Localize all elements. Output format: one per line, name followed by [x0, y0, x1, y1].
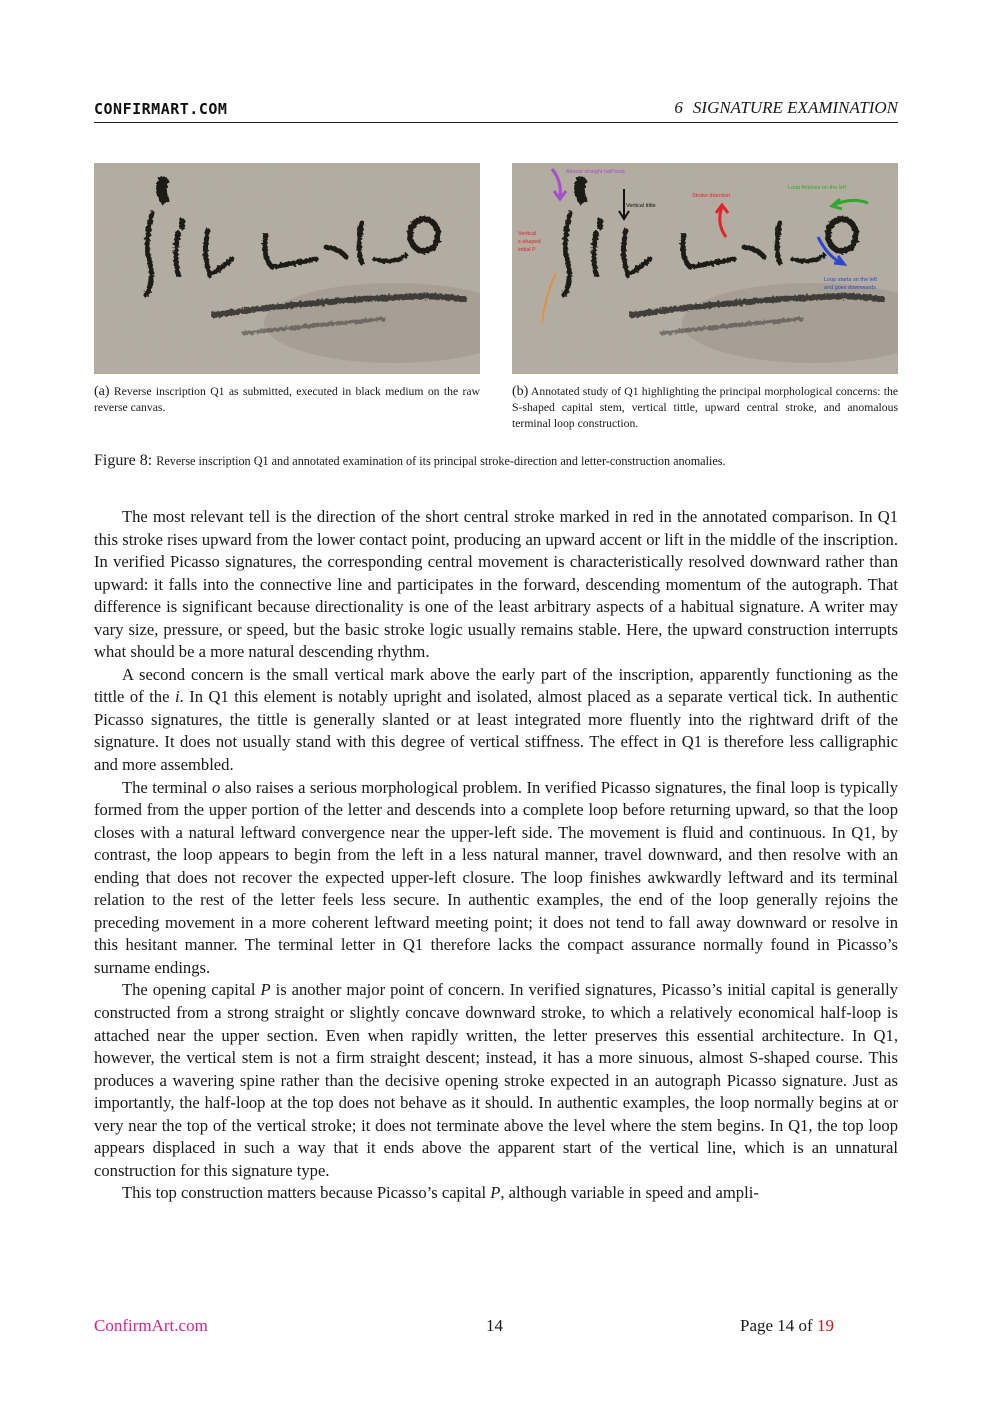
label-loop-starts-1: Loop starts on the left [824, 277, 877, 283]
paragraph-1: The most relevant tell is the direction of the short central stroke marked in red in the annotated comparison. In Q1 this stroke rises upward from the lower contact point, producing an upward accent or lift in the middle of the inscription. In verified Picasso signatures, the corresponding central movement is characteristically resolved downward rather than upward: it falls into the connective line and participates in the forward, descending momentum of the autograph. That difference is significant because directionality is one of the least arbitrary aspects of a habitual signature. A writer may vary size, pressure, or speed, but the basic stroke logic usually remains stable. Here, the upward construction interrupts what should be a more natural descending rhythm. [94, 507, 898, 662]
subcaption-b-label: (b) [512, 384, 529, 399]
footer-site-link[interactable]: ConfirmArt.com [94, 1316, 208, 1335]
body-text [94, 506, 898, 1205]
footer-page-count: Page 14 of 19 [740, 1316, 834, 1335]
figure-caption-text: Reverse inscription Q1 and annotated examination of its principal stroke-direction and letter-construction anomalies. [156, 454, 726, 468]
label-loop-finishes: Loop finishes on the left [788, 185, 847, 191]
paragraph-2: A second concern is the small vertical mark above the early part of the inscription, apparently functioning as the tittle of the i. In Q1 this element is notably upright and isolated, almost placed as a separate vertical tick. In authentic Picasso signatures, the tittle is generally slanted or at least integrated more fluently into the rightward drift of the signature. It does not usually stand with this degree of vertical stiffness. The effect in Q1 is therefore less calligraphic and more assembled. [94, 664, 898, 775]
label-tittle: Vertical tittle [626, 203, 656, 209]
subcaption-b-text: Annotated study of Q1 highlighting the principal morphological concerns: the S-shaped capital stem, vertical tittle, upward central stroke, and anomalous terminal loop construction. [512, 385, 899, 430]
paragraph-3: The terminal o also raises a serious morphological problem. In verified Picasso signatures, the final loop is typically formed from the upper portion of the letter and descends into a complete loop before returning upward, so that the loop closes with a natural leftward convergence near the upper-left side. The movement is fluid and continuous. In Q1, by contrast, the loop appears to begin from the left in a less natural manner, travel downward, and then resolve with an ending that does not recover the expected upper-left closure. The loop finishes awkwardly leftward and its terminal relation to the rest of the letter feels less secure. In authentic examples, the end of the loop generally rejoins the preceding movement in a more coherent leftward meeting point; it does not tend to fall away downward or resolve in this hesitant manner. The terminal letter in Q1 therefore lacks the compact assurance normally found in Picasso’s surname endings. [94, 777, 898, 977]
section-number: 6 [674, 98, 683, 117]
label-s-initial-1: Vertical [518, 231, 537, 237]
footer-page-number: 14 [486, 1316, 503, 1335]
section-title: SIGNATURE EXAMINATION [692, 98, 898, 117]
label-half-loop: Almost straight half loop [566, 169, 625, 175]
inscription-photo [94, 163, 480, 374]
annotated-inscription-photo [512, 163, 898, 374]
subcaption-a-text: Reverse inscription Q1 as submitted, executed in black medium on the raw reverse canvas. [94, 385, 480, 414]
figure-caption [94, 452, 904, 470]
figure-image-b [512, 163, 898, 374]
footer-total-pages: 19 [816, 1316, 834, 1335]
paragraph-5: This top construction matters because Picasso’s capital P, although variable in speed and ampli- [122, 1183, 759, 1203]
figure-label: Figure 8: [94, 452, 153, 469]
site-logo: CONFIRMART.COM [94, 100, 228, 118]
subcaption-a [94, 384, 480, 416]
subcaption-a-label: (a) [94, 384, 110, 399]
label-stroke-direction: Stroke direction [692, 193, 731, 199]
label-loop-starts-2: and goes downwards [824, 285, 876, 291]
subcaption-b [512, 384, 898, 432]
label-s-initial-3: initial P [518, 247, 536, 253]
section-heading [674, 98, 898, 118]
paragraph-4: The opening capital P is another major point of concern. In verified signatures, Picasso’s initial capital is generally constructed from a strong straight or slightly concave downward stroke, to which a relatively economical half-loop is attached near the upper section. Even when rapidly written, the letter preserves this essential architecture. In Q1, however, the vertical stem is not a firm straight descent; instead, it has a more sinuous, almost S-shaped course. This produces a wavering spine rather than the decisive opening stroke expected in an autograph Picasso signature. Just as importantly, the half-loop at the top does not behave as it should. In authentic examples, the loop normally begins at or very near the top of the vertical stroke; it does not terminate above the level where the stem begins. In Q1, the top loop appears displaced in such a way that it ends above the apparent start of the vertical line, which is an unnatural construction for this signature type. [94, 980, 898, 1180]
running-header [94, 96, 898, 123]
figure-image-a [94, 163, 480, 374]
label-s-initial-2: s-shaped [518, 239, 541, 245]
